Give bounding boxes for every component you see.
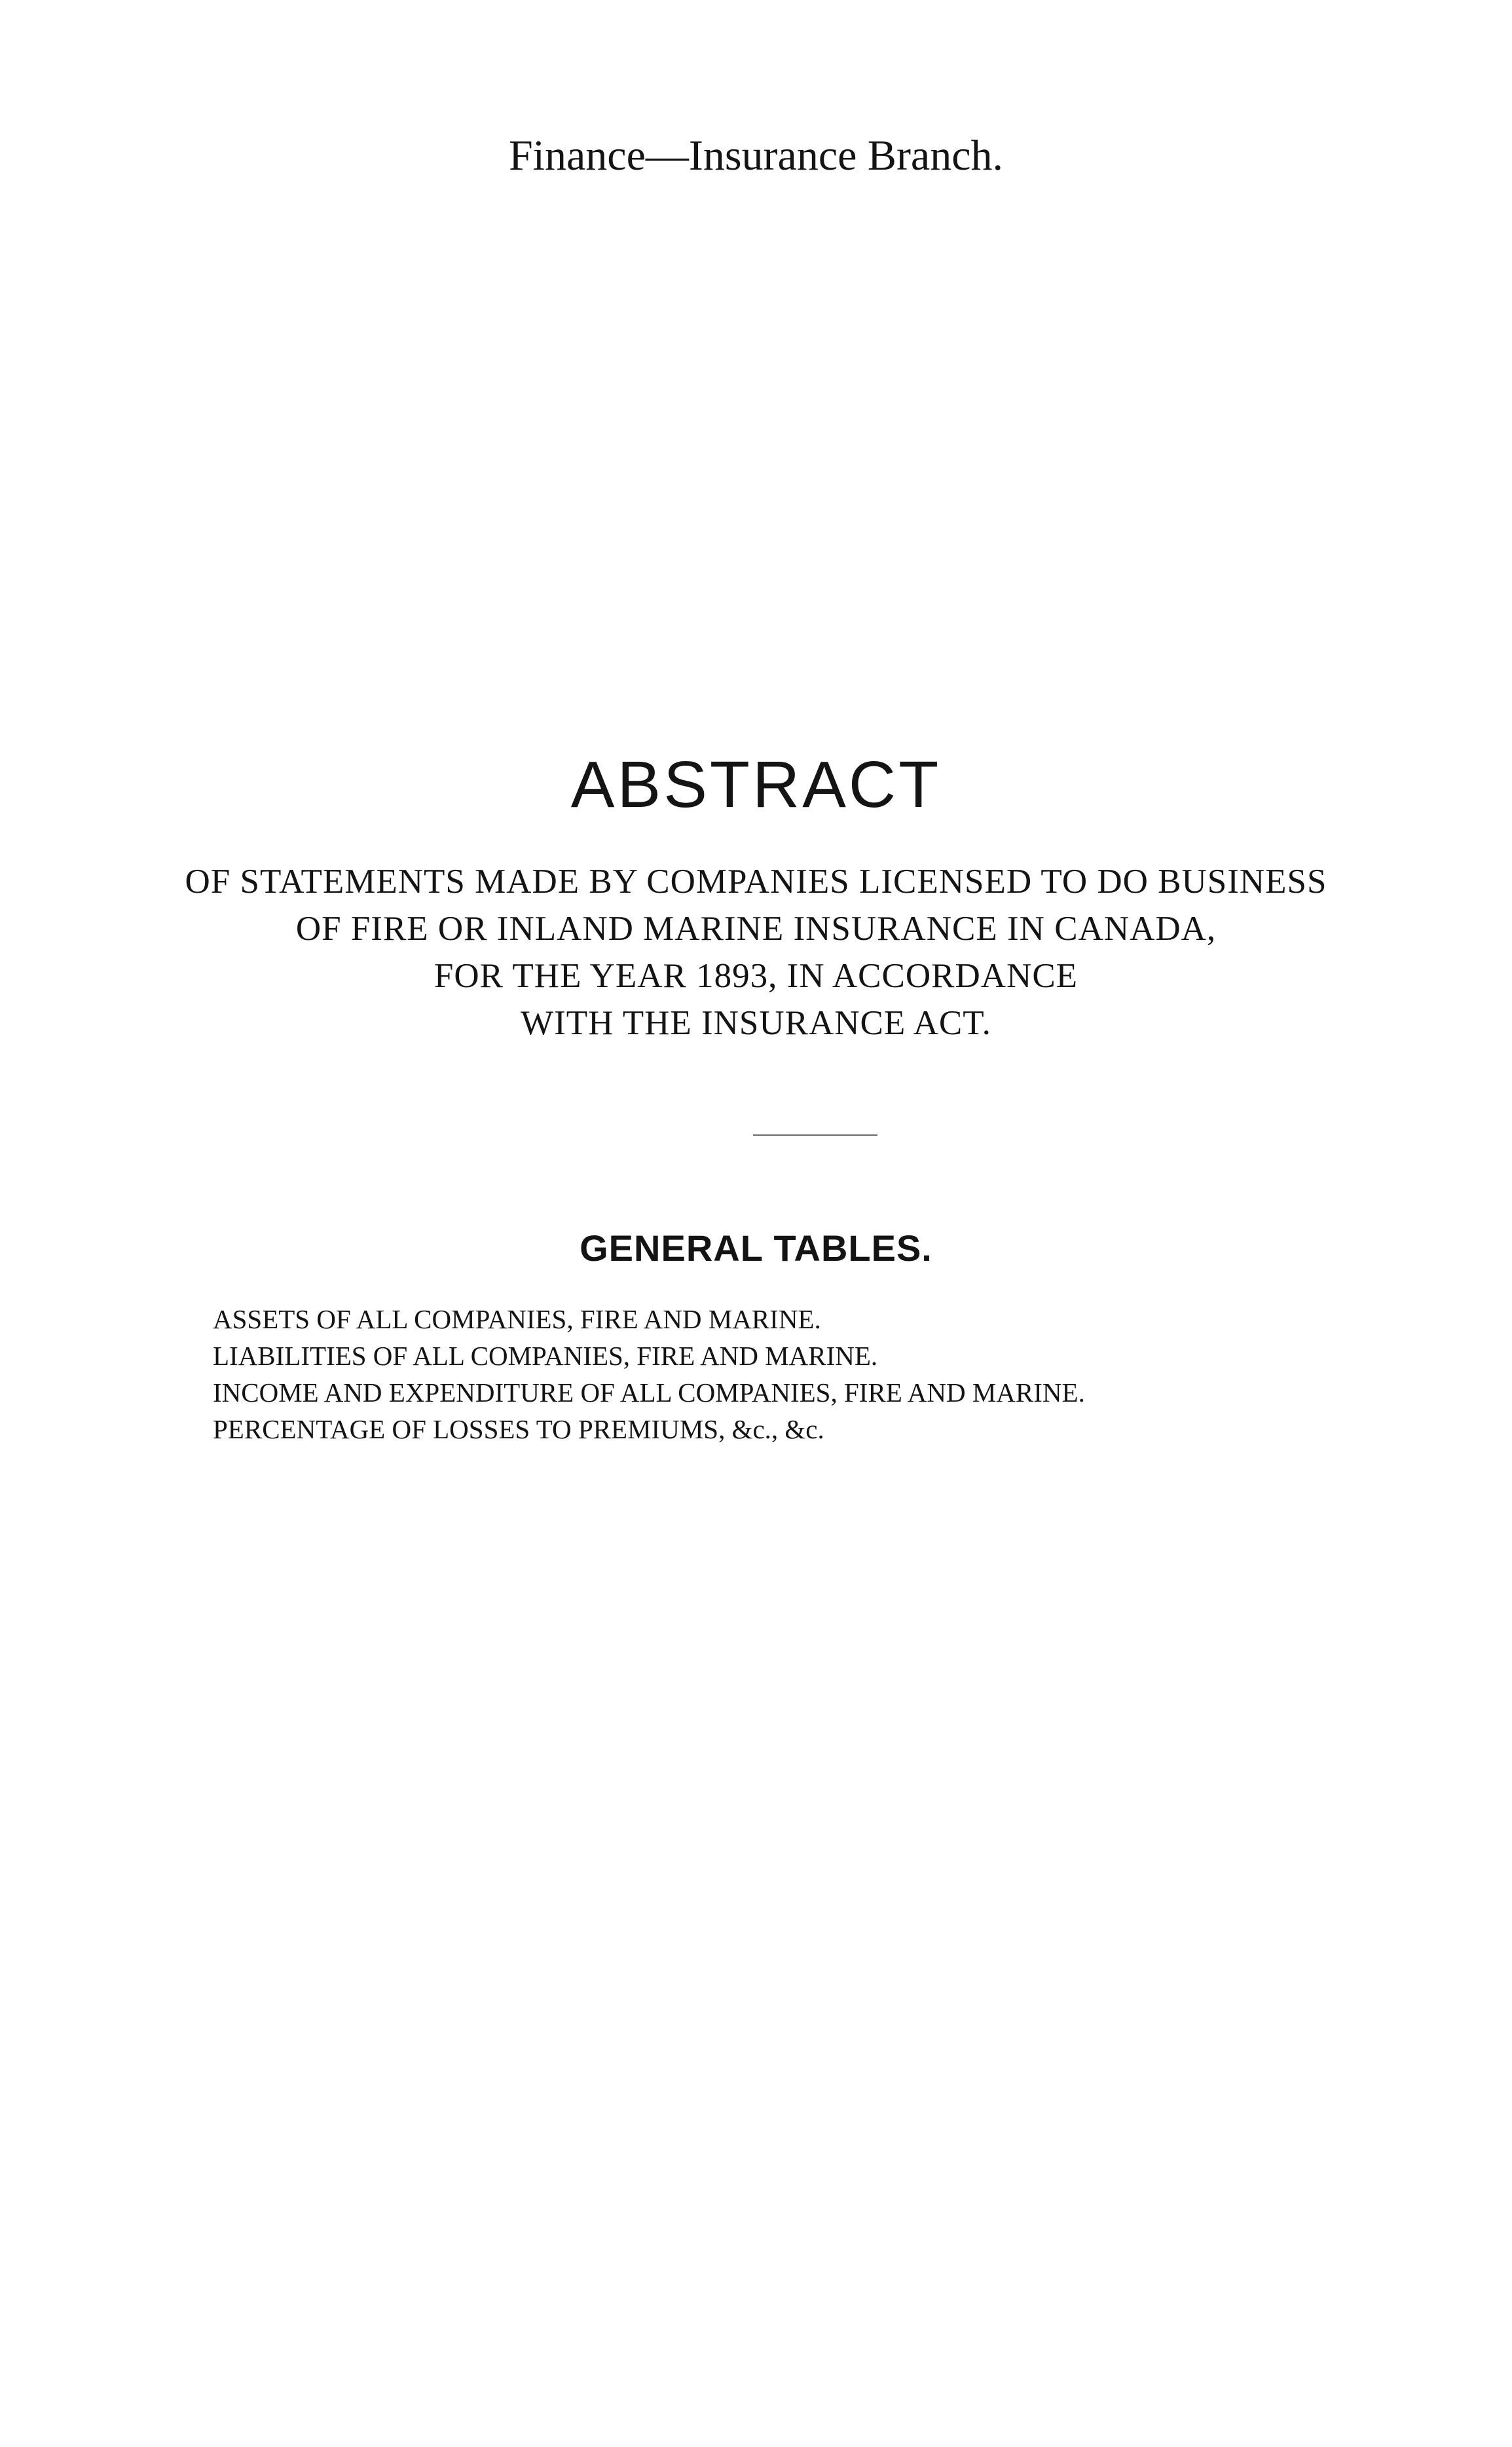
document-subtitle <box>0 858 1512 1047</box>
list-item: ASSETS OF ALL COMPANIES, FIRE AND MARINE. <box>213 1304 821 1334</box>
running-header: Finance—Insurance Branch. <box>508 132 1004 179</box>
section-divider <box>753 1134 877 1136</box>
subtitle-line: OF FIRE OR INLAND MARINE INSURANCE IN CANADA, <box>295 910 1217 948</box>
document-title: ABSTRACT <box>570 748 942 821</box>
list-item: LIABILITIES OF ALL COMPANIES, FIRE AND MARINE. <box>213 1341 878 1371</box>
list-item: PERCENTAGE OF LOSSES TO PREMIUMS, &c., &c. <box>213 1414 824 1444</box>
general-tables-heading: GENERAL TABLES. <box>580 1227 932 1269</box>
subtitle-line: WITH THE INSURANCE ACT. <box>521 1004 991 1042</box>
list-item: INCOME AND EXPENDITURE OF ALL COMPANIES, FIRE AND MARINE. <box>213 1377 1085 1408</box>
subtitle-line: OF STATEMENTS MADE BY COMPANIES LICENSED TO DO BUSINESS <box>185 863 1327 901</box>
subtitle-line: FOR THE YEAR 1893, IN ACCORDANCE <box>433 957 1079 995</box>
general-tables-list <box>213 1301 1085 1448</box>
